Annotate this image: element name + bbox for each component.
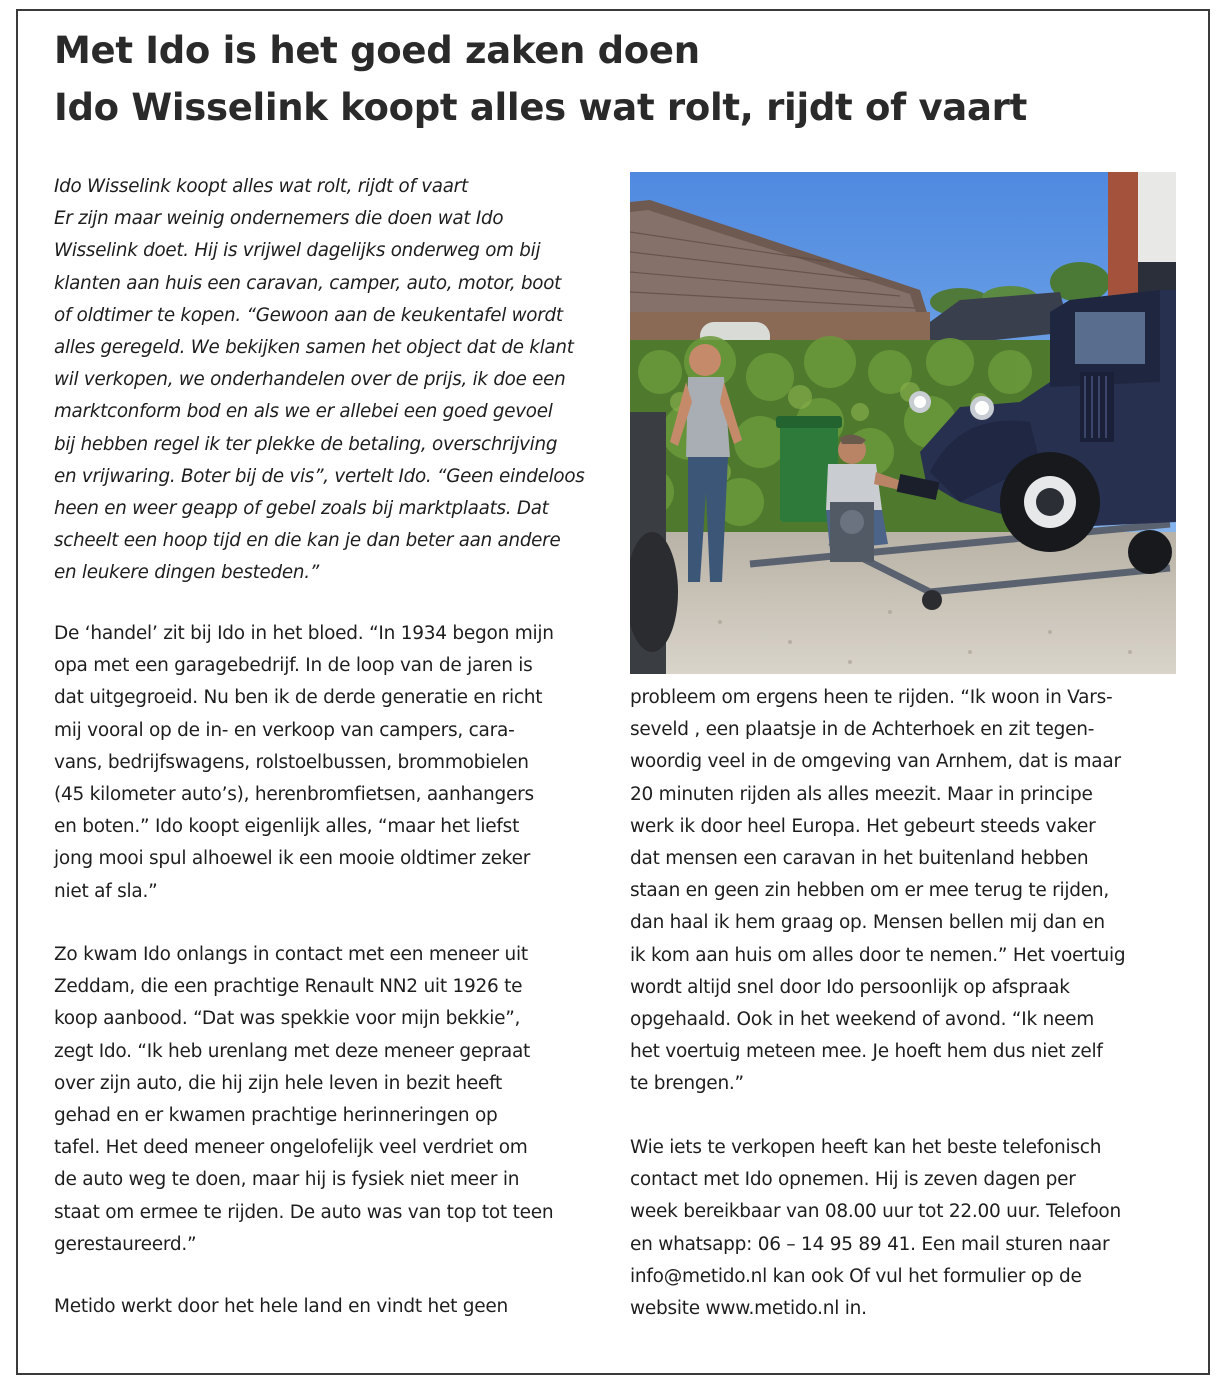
text-line: marktconform bod en als we er allebei een goed gevoel <box>54 401 553 423</box>
text-line: opa met een garagebedrijf. In de loop van de jaren is <box>54 655 533 677</box>
text-line: staat om ermee te rijden. De auto was van top tot teen <box>54 1201 554 1223</box>
text-line: seveld , een plaatsje in de Achterhoek en zit tegen- <box>630 719 1095 741</box>
text-line: dat uitgegroeid. Nu ben ik de derde generatie en richt <box>54 687 543 709</box>
text-line: te brengen.” <box>630 1073 744 1095</box>
text-line: de auto weg te doen, maar hij is fysiek niet meer in <box>54 1169 520 1191</box>
text-line: zegt Ido. “Ik heb urenlang met deze meneer gepraat <box>54 1040 531 1062</box>
text-line: klanten aan huis een caravan, camper, auto, motor, boot <box>54 272 562 294</box>
text-line: Zo kwam Ido onlangs in contact met een meneer uit <box>54 944 528 965</box>
text-line: niet af sla.” <box>54 880 158 902</box>
text-line: website www.metido.nl in. <box>630 1298 867 1320</box>
text-line: woordig veel in de omgeving van Arnhem, dat is maar <box>630 751 1121 773</box>
text-line: het voertuig meteen mee. Je hoeft hem dus niet zelf <box>630 1041 1103 1063</box>
headline-line-1: Met Ido is het goed zaken doen <box>54 29 700 72</box>
text-line: Wisselink doet. Hij is vrijwel dagelijks onderweg om bij <box>54 240 541 262</box>
article-headline <box>54 22 1174 136</box>
text-line: Er zijn maar weinig ondernemers die doen wat Ido <box>54 208 504 230</box>
text-line: en leukere dingen besteden.” <box>54 562 319 584</box>
text-line: opgehaald. Ook in het weekend of avond. “Ik neem <box>630 1009 1095 1031</box>
body-paragraph-contact <box>630 1132 1121 1325</box>
text-line: De ‘handel’ zit bij Ido in het bloed. “In 1934 begon mijn <box>54 623 554 644</box>
text-line: gehad en er kwamen prachtige herinneringen op <box>54 1105 498 1127</box>
text-line: contact met Ido opnemen. Hij is zeven dagen per <box>630 1169 1076 1191</box>
body-paragraph-zeddam <box>54 939 553 1261</box>
text-line: mij vooral op de in- en verkoop van campers, cara- <box>54 719 515 741</box>
headline-line-2: Ido Wisselink koopt alles wat rolt, rijdt of vaart <box>54 86 1027 129</box>
text-line: (45 kilometer auto’s), herenbromfietsen, aanhangers <box>54 784 534 806</box>
text-line: en whatsapp: 06 – 14 95 89 41. Een mail sturen naar <box>630 1233 1110 1255</box>
body-paragraph-handel <box>54 618 554 908</box>
text-line: koop aanbood. “Dat was spekkie voor mijn bekkie”, <box>54 1008 521 1030</box>
text-line: over zijn auto, die hij zijn hele leven in bezit heeft <box>54 1072 503 1094</box>
text-line: en vrijwaring. Boter bij de vis”, vertelt Ido. “Geen eindeloos <box>54 465 585 487</box>
text-line: vans, bedrijfswagens, rolstoelbussen, brommobielen <box>54 751 529 773</box>
text-line: Wie iets te verkopen heeft kan het beste telefonisch <box>630 1137 1102 1158</box>
text-line: jong mooi spul alhoewel ik een mooie oldtimer zeker <box>54 848 531 870</box>
text-line: dan haal ik hem graag op. Mensen bellen mij dan en <box>630 912 1105 934</box>
text-line: staan en geen zin hebben om er mee terug te rijden, <box>630 880 1110 902</box>
text-line: bij hebben regel ik ter plekke de betaling, overschrijving <box>54 433 558 455</box>
text-line: 20 minuten rijden als alles meezit. Maar in principe <box>630 783 1093 805</box>
text-line: of oldtimer te kopen. “Gewoon aan de keukentafel wordt <box>54 304 563 326</box>
text-line: Ido Wisselink koopt alles wat rolt, rijdt of vaart <box>54 176 468 197</box>
text-line: probleem om ergens heen te rijden. “Ik woon in Vars- <box>630 687 1113 708</box>
text-line: gerestaureerd.” <box>54 1233 197 1255</box>
body-paragraph-metido <box>54 1291 508 1323</box>
body-paragraph-europa <box>630 682 1125 1101</box>
text-line: werk ik door heel Europa. Het gebeurt steeds vaker <box>630 815 1096 837</box>
article-photo <box>630 172 1176 674</box>
text-line: dat mensen een caravan in het buitenland hebben <box>630 848 1089 870</box>
text-line: wil verkopen, we onderhandelen over de prijs, ik doe een <box>54 369 566 391</box>
text-line: Zeddam, die een prachtige Renault NN2 uit 1926 te <box>54 976 523 998</box>
text-line: info@metido.nl kan ook Of vul het formulier op de <box>630 1265 1082 1287</box>
text-line: week bereikbaar van 08.00 uur tot 22.00 uur. Telefoon <box>630 1201 1121 1223</box>
text-line: tafel. Het deed meneer ongelofelijk veel verdriet om <box>54 1137 528 1159</box>
text-line: heen en weer geapp of gebel zoals bij marktplaats. Dat <box>54 498 549 520</box>
text-line: Metido werkt door het hele land en vindt het geen <box>54 1296 508 1317</box>
text-line: scheelt een hoop tijd en die kan je dan beter aan andere <box>54 530 561 552</box>
text-line: ik kom aan huis om alles door te nemen.” Het voertuig <box>630 944 1126 966</box>
text-line: en boten.” Ido koopt eigenlijk alles, “maar het liefst <box>54 816 520 838</box>
text-line: wordt altijd snel door Ido persoonlijk op afspraak <box>630 976 1070 998</box>
intro-paragraph <box>54 171 585 590</box>
text-line: alles geregeld. We bekijken samen het object dat de klant <box>54 337 574 359</box>
